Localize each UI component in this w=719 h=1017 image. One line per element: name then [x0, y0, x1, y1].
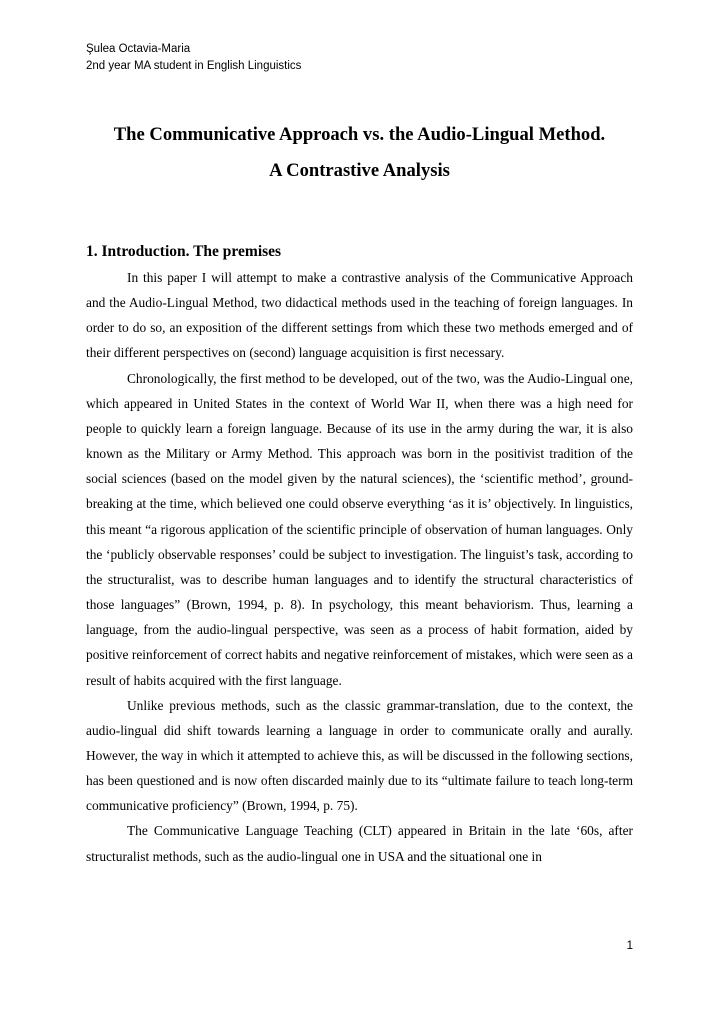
section-body — [86, 265, 633, 869]
title-line-2: A Contrastive Analysis — [269, 160, 450, 181]
paragraph: Unlike previous methods, such as the classic grammar-translation, due to the context, the audio-lingual did shift towards learning a language in order to communicate orally and aurally. However, the way in which it attempted to achieve this, as will be discussed in the following sections, has been questioned and is now often discarded mainly due to its “ultimate failure to teach long-term communicative proficiency” (Brown, 1994, p. 75). — [86, 697, 633, 814]
section-heading: 1. Introduction. The premises — [86, 243, 282, 260]
author-name: Şulea Octavia-Maria — [86, 43, 191, 55]
author-affiliation: 2nd year MA student in English Linguistics — [86, 60, 302, 72]
paragraph: The Communicative Language Teaching (CLT) appeared in Britain in the late ‘60s, after structuralist methods, such as the audio-lingual one in USA and the situational one in — [86, 823, 633, 864]
page-header — [86, 41, 301, 75]
document-title — [86, 117, 633, 189]
title-line-1: The Communicative Approach vs. the Audio-Lingual Method. — [113, 124, 606, 145]
paragraph: In this paper I will attempt to make a contrastive analysis of the Communicative Approach and the Audio-Lingual Method, two didactical methods used in the teaching of foreign languages. In order to do so, an exposition of the different settings from which these two methods emerged and of their different perspectives on (second) language acquisition is first necessary. — [86, 270, 633, 361]
page-number: 1 — [626, 940, 633, 952]
paragraph: Chronologically, the first method to be developed, out of the two, was the Audio-Lingual one, which appeared in United States in the context of World War II, when there was a high need for people to quickly learn a foreign language. Because of its use in the army during the war, it is also known as the Military or Army Method. This approach was born in the positivist tradition of the social sciences (based on the model given by the natural sciences), the ‘scientific method’, ground-breaking at the time, which believed one could observe everything ‘as it is’ objectively. In linguistics, this meant “a rigorous application of the scientific principle of observation of human languages. Only the ‘publicly observable responses’ could be subject to investigation. The linguist’s task, according to the structuralist, was to describe human languages and to identify the structural characteristics of those languages” (Brown, 1994, p. 8). In psychology, this meant behaviorism. Thus, learning a language, from the audio-lingual perspective, was seen as a process of habit formation, aided by positive reinforcement of correct habits and negative reinforcement of mistakes, which were seen as a result of habits acquired with the first language. — [86, 370, 633, 688]
